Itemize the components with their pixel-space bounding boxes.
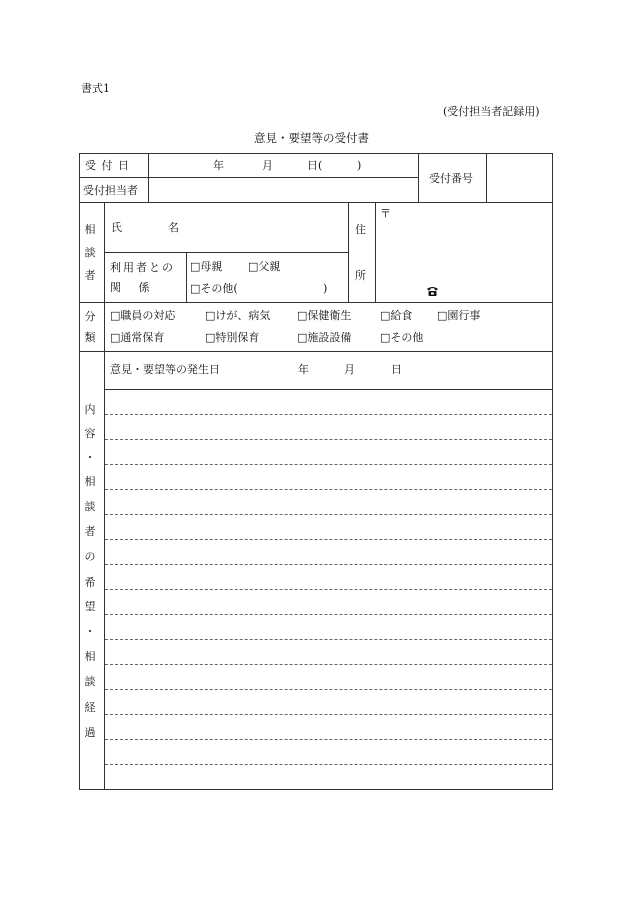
class-option-special-care[interactable]: □特別保育 [205, 331, 260, 344]
class-option-other[interactable]: □その他 [380, 331, 424, 344]
class-option-facilities[interactable]: □施設設備 [297, 331, 352, 344]
date-day-label: 日( [307, 159, 323, 172]
postal-mark: 〒 [380, 207, 391, 220]
relation-option-father[interactable]: □父親 [248, 260, 281, 273]
address-label-2: 所 [355, 269, 366, 282]
name-label-2: 名 [168, 221, 179, 234]
occurrence-date-label: 意見・要望等の発生日 [110, 363, 220, 376]
form-number: 書式1 [81, 82, 110, 95]
content-group-label: 内 容 ・ 相 談 者 の 希 望 ・ 相 談 経 過 [84, 403, 96, 739]
reception-staff-label: 受付担当者 [83, 184, 138, 197]
relation-label: 利用者との [110, 261, 175, 274]
class-option-school-events[interactable]: □園行事 [437, 309, 481, 322]
address-label-1: 住 [355, 223, 366, 236]
date-month-label: 月 [262, 159, 273, 172]
consultant-group-label: 相 談 者 [84, 223, 96, 282]
recorder-note: (受付担当者記録用) [443, 105, 540, 118]
relation-label-2: 関 係 [110, 281, 150, 294]
relation-other-close: ) [323, 282, 328, 295]
date-year-label: 年 [213, 159, 224, 172]
reception-date-label: 受 付 日 [85, 159, 130, 172]
occurrence-year-label: 年 [298, 363, 309, 376]
classification-group-label: 分 類 [84, 310, 96, 344]
class-option-meals[interactable]: □給食 [380, 309, 413, 322]
class-option-injury-illness[interactable]: □けが、病気 [205, 309, 271, 322]
class-option-staff-response[interactable]: □職員の対応 [110, 309, 176, 322]
class-option-regular-care[interactable]: □通常保育 [110, 331, 165, 344]
relation-option-mother[interactable]: □母親 [190, 260, 223, 273]
name-label-1: 氏 [111, 221, 122, 234]
occurrence-month-label: 月 [344, 363, 355, 376]
reception-number-label: 受付番号 [429, 172, 473, 185]
occurrence-day-label: 日 [391, 363, 402, 376]
page-title: 意見・要望等の受付書 [254, 131, 369, 145]
class-option-hygiene[interactable]: □保健衛生 [297, 309, 352, 322]
phone-icon [426, 285, 439, 299]
date-close-paren: ) [357, 159, 362, 172]
relation-option-other[interactable]: □その他( [190, 282, 238, 295]
